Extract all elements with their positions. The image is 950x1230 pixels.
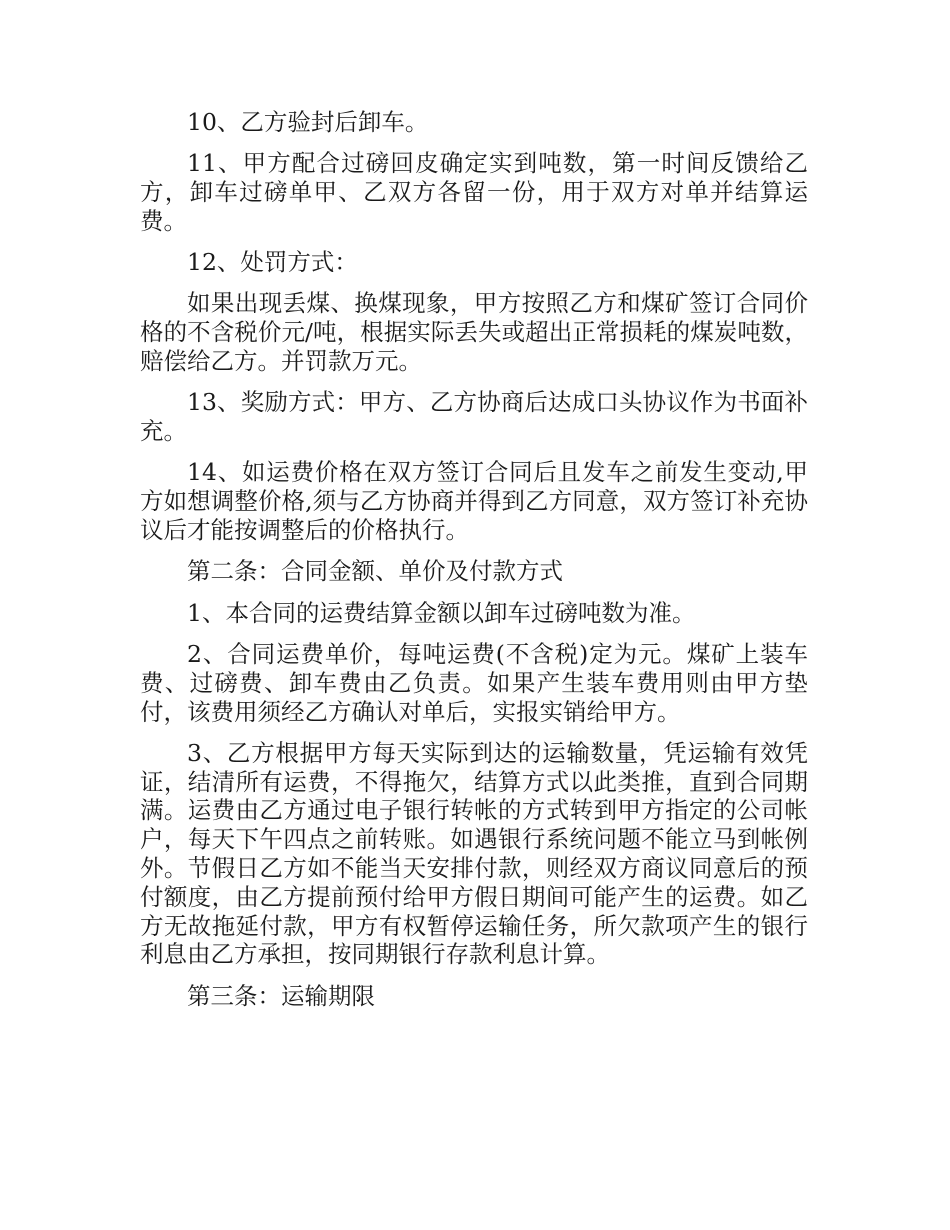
article-2-item-1: 1、本合同的运费结算金额以卸车过磅吨数为准。: [187, 598, 696, 627]
clause-14: 14、如运费价格在双方签订合同后且发车之前发生变动,甲方如想调整价格,须与乙方协商并得到乙方同意，双方签订补充协议后才能按调整后的价格执行。: [140, 458, 808, 545]
article-2-heading: 第二条：合同金额、单价及付款方式: [187, 557, 563, 586]
clause-12-heading: 12、处罚方式：: [187, 248, 358, 277]
document-page: [140, 108, 808, 1023]
clause-13: 13、奖励方式：甲方、乙方协商后达成口头协议作为书面补充。: [140, 388, 808, 446]
article-2-item-3: 3、乙方根据甲方每天实际到达的运输数量，凭运输有效凭证，结清所有运费，不得拖欠，结算方式以此类推，直到合同期满。运费由乙方通过电子银行转帐的方式转到甲方指定的公司帐户，每天下午四点之前转账。如遇银行系统问题不能立马到帐例外。节假日乙方如不能当天安排付款，则经双方商议同意后的预付额度，由乙方提前预付给甲方假日期间可能产生的运费。如乙方无故拖延付款，甲方有权暂停运输任务，所欠款项产生的银行利息由乙方承担，按同期银行存款利息计算。: [140, 738, 808, 969]
clause-10: 10、乙方验封后卸车。: [187, 108, 429, 136]
article-2-item-2: 2、合同运费单价，每吨运费(不含税)定为元。煤矿上装车费、过磅费、卸车费由乙负责。如果产生装车费用则由甲方垫付，该费用须经乙方确认对单后，实报实销给甲方。: [140, 639, 808, 726]
article-3-heading: 第三条：运输期限: [187, 981, 375, 1010]
clause-12-penalty-text: 如果出现丢煤、换煤现象，甲方按照乙方和煤矿签订合同价格的不含税价元/吨，根据实际丢失或超出正常损耗的煤炭吨数，赔偿给乙方。并罚款万元。: [140, 289, 808, 376]
clause-11: 11、甲方配合过磅回皮确定实到吨数，第一时间反馈给乙方，卸车过磅单甲、乙双方各留一份，用于双方对单并结算运费。: [140, 149, 808, 235]
